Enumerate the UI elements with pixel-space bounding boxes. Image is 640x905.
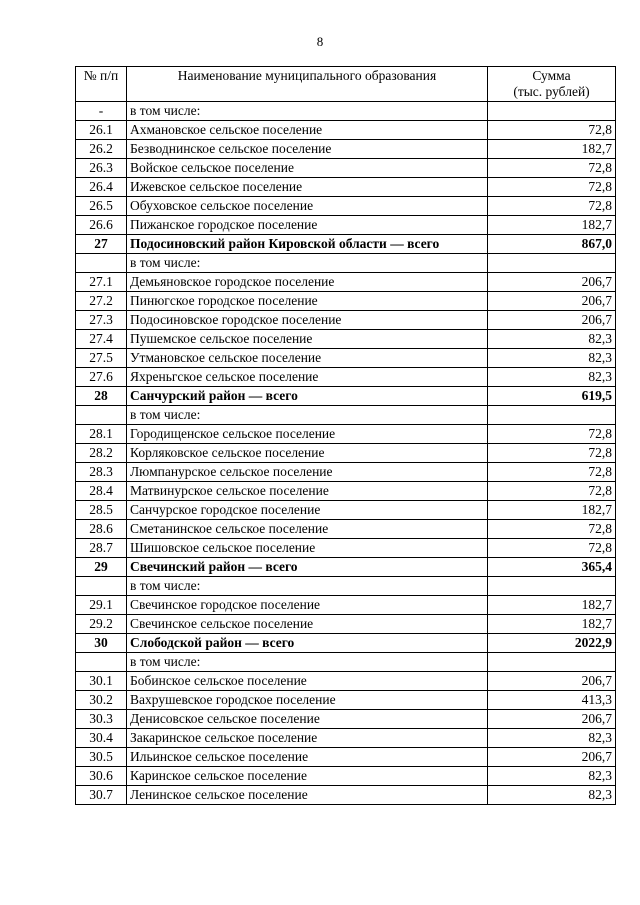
row-number: 26.2 xyxy=(76,140,127,159)
table-row-total xyxy=(76,387,616,406)
table-row xyxy=(76,748,616,767)
row-name: в том числе: xyxy=(127,653,488,672)
row-sum: 182,7 xyxy=(488,140,616,159)
table-row xyxy=(76,311,616,330)
row-number: 28.7 xyxy=(76,539,127,558)
row-number xyxy=(76,653,127,672)
row-sum: 206,7 xyxy=(488,311,616,330)
table-row xyxy=(76,216,616,235)
table-row xyxy=(76,520,616,539)
row-sum: 72,8 xyxy=(488,178,616,197)
row-number: 30.6 xyxy=(76,767,127,786)
row-sum xyxy=(488,653,616,672)
table-row xyxy=(76,539,616,558)
row-number xyxy=(76,577,127,596)
table-row-total xyxy=(76,558,616,577)
row-name: в том числе: xyxy=(127,406,488,425)
row-name: Городищенское сельское поселение xyxy=(127,425,488,444)
table-row xyxy=(76,292,616,311)
row-name: в том числе: xyxy=(127,254,488,273)
row-sum: 206,7 xyxy=(488,672,616,691)
row-sum: 72,8 xyxy=(488,159,616,178)
page-number: 8 xyxy=(316,34,324,49)
row-name: Ильинское сельское поселение xyxy=(127,748,488,767)
row-sum xyxy=(488,102,616,121)
row-number: 28.6 xyxy=(76,520,127,539)
row-number: 28.1 xyxy=(76,425,127,444)
row-sum: 72,8 xyxy=(488,482,616,501)
row-sum: 82,3 xyxy=(488,349,616,368)
header-name: Наименование муниципального образования xyxy=(127,67,488,102)
table-row xyxy=(76,368,616,387)
table-row xyxy=(76,121,616,140)
row-name: Пижанское городское поселение xyxy=(127,216,488,235)
row-number xyxy=(76,406,127,425)
row-number: 28 xyxy=(76,387,127,406)
row-number: 26.5 xyxy=(76,197,127,216)
row-sum: 206,7 xyxy=(488,748,616,767)
row-number: 26.6 xyxy=(76,216,127,235)
row-name: Шишовское сельское поселение xyxy=(127,539,488,558)
table-row xyxy=(76,653,616,672)
row-sum: 206,7 xyxy=(488,292,616,311)
row-name: Санчурское городское поселение xyxy=(127,501,488,520)
row-name: Яхреньгское сельское поселение xyxy=(127,368,488,387)
table-row xyxy=(76,178,616,197)
table-row xyxy=(76,596,616,615)
row-sum: 2022,9 xyxy=(488,634,616,653)
row-sum: 72,8 xyxy=(488,121,616,140)
table-row xyxy=(76,767,616,786)
row-number: 30 xyxy=(76,634,127,653)
row-sum: 206,7 xyxy=(488,710,616,729)
row-name: Корляковское сельское поселение xyxy=(127,444,488,463)
row-sum: 619,5 xyxy=(488,387,616,406)
row-name: Санчурский район — всего xyxy=(127,387,488,406)
row-name: Войское сельское поселение xyxy=(127,159,488,178)
row-name: Слободской район — всего xyxy=(127,634,488,653)
table-row xyxy=(76,729,616,748)
row-sum: 82,3 xyxy=(488,729,616,748)
row-name: Пинюгское городское поселение xyxy=(127,292,488,311)
row-sum: 72,8 xyxy=(488,520,616,539)
table-row xyxy=(76,444,616,463)
row-name: в том числе: xyxy=(127,577,488,596)
row-sum: 82,3 xyxy=(488,330,616,349)
row-number: 27.1 xyxy=(76,273,127,292)
row-sum: 82,3 xyxy=(488,786,616,805)
row-number: 27.2 xyxy=(76,292,127,311)
row-number: 28.5 xyxy=(76,501,127,520)
row-name: Утмановское сельское поселение xyxy=(127,349,488,368)
row-sum: 182,7 xyxy=(488,501,616,520)
table-row xyxy=(76,672,616,691)
row-number: - xyxy=(76,102,127,121)
table-row xyxy=(76,482,616,501)
table-row xyxy=(76,273,616,292)
row-name: в том числе: xyxy=(127,102,488,121)
row-number: 26.4 xyxy=(76,178,127,197)
row-name: Каринское сельское поселение xyxy=(127,767,488,786)
row-number: 29 xyxy=(76,558,127,577)
row-name: Обуховское сельское поселение xyxy=(127,197,488,216)
row-number: 30.5 xyxy=(76,748,127,767)
row-sum: 182,7 xyxy=(488,216,616,235)
row-number: 27.3 xyxy=(76,311,127,330)
row-number: 28.3 xyxy=(76,463,127,482)
table-row xyxy=(76,615,616,634)
table-row xyxy=(76,197,616,216)
table-row xyxy=(76,349,616,368)
row-sum: 206,7 xyxy=(488,273,616,292)
row-sum xyxy=(488,406,616,425)
row-name: Денисовское сельское поселение xyxy=(127,710,488,729)
table-row xyxy=(76,254,616,273)
row-number: 30.2 xyxy=(76,691,127,710)
row-number: 26.1 xyxy=(76,121,127,140)
row-name: Ленинское сельское поселение xyxy=(127,786,488,805)
row-name: Демьяновское городское поселение xyxy=(127,273,488,292)
row-name: Бобинское сельское поселение xyxy=(127,672,488,691)
header-sum xyxy=(488,67,616,102)
row-sum: 72,8 xyxy=(488,425,616,444)
table-row xyxy=(76,425,616,444)
table-row xyxy=(76,330,616,349)
table-header-row xyxy=(76,67,616,102)
row-name: Безводнинское сельское поселение xyxy=(127,140,488,159)
row-name: Ижевское сельское поселение xyxy=(127,178,488,197)
row-number: 30.3 xyxy=(76,710,127,729)
row-number: 27.6 xyxy=(76,368,127,387)
row-sum: 867,0 xyxy=(488,235,616,254)
row-number: 26.3 xyxy=(76,159,127,178)
row-sum: 365,4 xyxy=(488,558,616,577)
table-row xyxy=(76,710,616,729)
table-row xyxy=(76,786,616,805)
row-sum: 72,8 xyxy=(488,463,616,482)
row-sum: 182,7 xyxy=(488,596,616,615)
table-row xyxy=(76,406,616,425)
table-body xyxy=(76,102,616,805)
row-name: Свечинский район — всего xyxy=(127,558,488,577)
row-name: Сметанинское сельское поселение xyxy=(127,520,488,539)
table-row-total xyxy=(76,634,616,653)
row-number: 30.7 xyxy=(76,786,127,805)
row-sum: 182,7 xyxy=(488,615,616,634)
table-row xyxy=(76,501,616,520)
row-number: 28.4 xyxy=(76,482,127,501)
allocation-table xyxy=(75,66,616,805)
header-num: № п/п xyxy=(76,67,127,102)
row-name: Закаринское сельское поселение xyxy=(127,729,488,748)
row-name: Вахрушевское городское поселение xyxy=(127,691,488,710)
row-number: 28.2 xyxy=(76,444,127,463)
row-sum: 82,3 xyxy=(488,767,616,786)
row-number: 27.5 xyxy=(76,349,127,368)
row-number: 29.1 xyxy=(76,596,127,615)
row-name: Подосиновский район Кировской области — всего xyxy=(127,235,488,254)
row-name: Подосиновское городское поселение xyxy=(127,311,488,330)
table-row xyxy=(76,691,616,710)
row-number: 30.1 xyxy=(76,672,127,691)
header-sum-line2: (тыс. рублей) xyxy=(513,84,590,99)
row-sum: 413,3 xyxy=(488,691,616,710)
row-number: 27.4 xyxy=(76,330,127,349)
table-row-total xyxy=(76,235,616,254)
row-number: 29.2 xyxy=(76,615,127,634)
row-sum: 72,8 xyxy=(488,444,616,463)
row-number xyxy=(76,254,127,273)
table-row xyxy=(76,577,616,596)
row-name: Свечинское городское поселение xyxy=(127,596,488,615)
row-sum: 72,8 xyxy=(488,539,616,558)
row-name: Пушемское сельское поселение xyxy=(127,330,488,349)
row-sum xyxy=(488,254,616,273)
table-row xyxy=(76,102,616,121)
row-name: Свечинское сельское поселение xyxy=(127,615,488,634)
header-sum-line1: Сумма xyxy=(532,68,571,83)
row-name: Люмпанурское сельское поселение xyxy=(127,463,488,482)
row-name: Ахмановское сельское поселение xyxy=(127,121,488,140)
row-sum xyxy=(488,577,616,596)
row-sum: 82,3 xyxy=(488,368,616,387)
row-sum: 72,8 xyxy=(488,197,616,216)
table-row xyxy=(76,140,616,159)
table-row xyxy=(76,463,616,482)
row-number: 27 xyxy=(76,235,127,254)
row-number: 30.4 xyxy=(76,729,127,748)
row-name: Матвинурское сельское поселение xyxy=(127,482,488,501)
table-row xyxy=(76,159,616,178)
